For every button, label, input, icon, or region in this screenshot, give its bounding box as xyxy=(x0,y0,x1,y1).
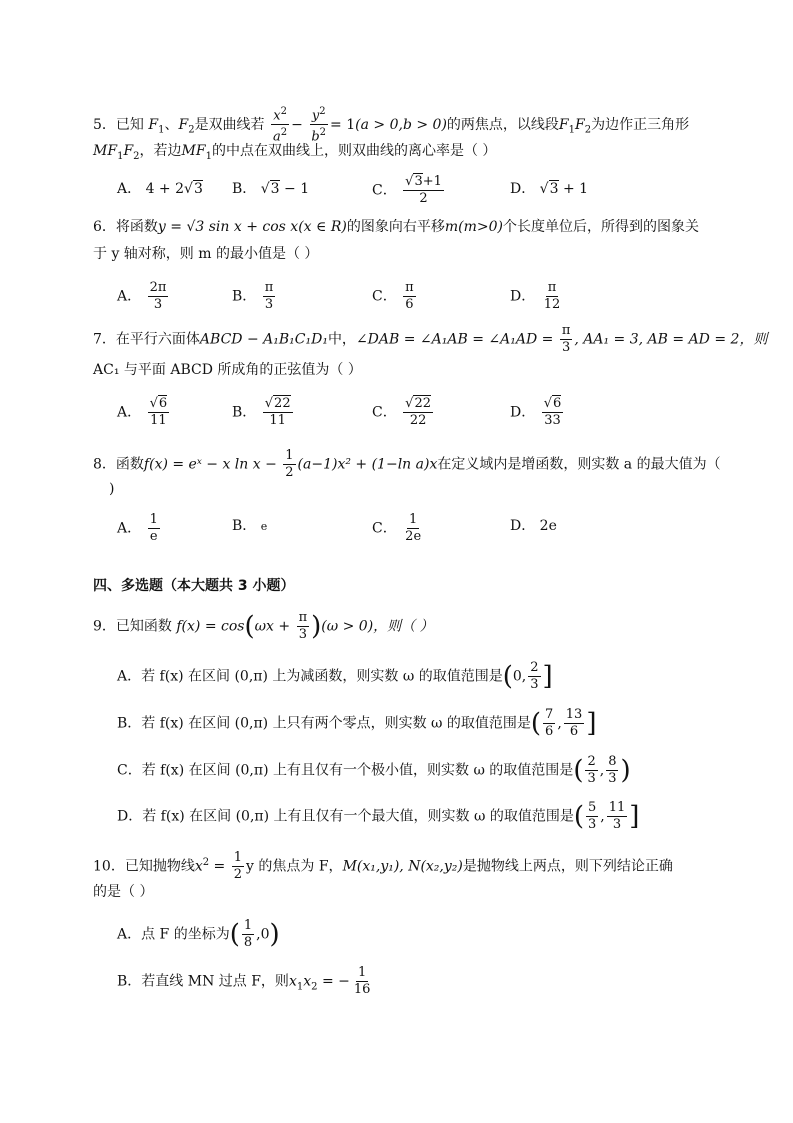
q10-line2 xyxy=(93,882,153,902)
q5-text: 的两焦点，以线段 xyxy=(446,116,559,133)
q10-option-b: B．若直线 MN 过点 F，则$x_1x_2$ = − $\frac{1}{16}$ xyxy=(117,965,371,997)
q8-option-d: D． 2e xyxy=(510,518,557,534)
q8-line2 xyxy=(109,479,114,499)
q5-text: 5．已知 xyxy=(93,116,144,133)
q9-function: f(x) = cos xyxy=(176,618,245,635)
q9-option-c: C．若 f(x) 在区间 (0,π) 上有且仅有一个极小值，则实数 ω 的取值范围是( $\frac{2}{3}$ , $\frac{8}{3}$ ) xyxy=(117,754,631,786)
q9-line1: 9．已知函数 f(x) = cos(ωx + $\frac{\pi}{3}$ )(ω > 0)，则（ ） xyxy=(93,610,434,642)
option-label: C． xyxy=(372,520,397,537)
q8-line1 xyxy=(93,448,721,481)
q6-text: 6．将函数 xyxy=(93,219,158,235)
q10-line1: 10．已知抛物线$x^2$ = $\frac{1}{2}$ y 的焦点为 F，M(x₁,y₁), N(x₂,y₂)是抛物线上两点，则下列结论正确 xyxy=(93,850,673,882)
q6-option-a: A． $\frac{2\pi}{3}$ xyxy=(117,280,167,312)
q5-text: 为边作正三角形 xyxy=(591,116,690,133)
q10-text: 10．已知抛物线 xyxy=(93,858,195,875)
q10-points: M(x₁,y₁), N(x₂,y₂) xyxy=(342,858,463,875)
q8-function: f(x) = eˣ − x ln x − xyxy=(143,456,277,473)
q7-angle: ∠DAB = ∠A₁AB = ∠A₁AD = xyxy=(355,331,554,348)
q6-line2 xyxy=(93,244,318,264)
q8-option-c: C． $\frac{1}{2e}$ xyxy=(372,512,422,544)
q7-option-c: C． $\frac{√22}{22}$ xyxy=(372,396,432,428)
q6-text: 的图象向右平移 xyxy=(346,219,445,235)
option-label: C． xyxy=(372,182,397,199)
q5-line2: $MF_1F_2$，若边$MF_1$的中点在双曲线上，则双曲线的离心率是（ ） xyxy=(93,143,497,162)
q10-option-text: A．点 F 的坐标为 xyxy=(117,926,230,943)
option-label: A． xyxy=(117,288,142,305)
q8-option-a: A． $\frac{1}{e}$ xyxy=(117,512,158,544)
option-label: A． xyxy=(117,404,142,421)
q7-text: 中， xyxy=(327,331,356,348)
q8-option-b: B． e xyxy=(232,518,268,534)
q9-condition: (ω > 0)，则（ ） xyxy=(321,618,434,635)
q6-line1 xyxy=(93,217,699,237)
fraction: $\frac{\pi}{3}$ xyxy=(561,323,571,355)
q6-option-b: B． $\frac{\pi}{3}$ xyxy=(232,280,274,312)
q10-option-a: A．点 F 的坐标为( $\frac{1}{8}$ ,0) xyxy=(117,918,280,950)
q7-line2 xyxy=(93,360,362,380)
q5-text: 的中点在双曲线上，则双曲线的离心率是（ ） xyxy=(211,143,497,159)
q5-option-b: B． √3 − 1 xyxy=(232,181,310,197)
q7-text: 7．在平行六面体 xyxy=(93,331,200,348)
q5-text: ，若边 xyxy=(139,143,182,159)
fraction: $\frac{1}{2}$ xyxy=(233,850,243,882)
option-label: D． xyxy=(510,288,536,305)
q9-option-text: D．若 f(x) 在区间 (0,π) 上有且仅有一个最大值，则实数 ω 的取值范围是 xyxy=(117,808,574,825)
q8-text: ) xyxy=(109,481,115,497)
q7-solid: ABCD − A₁B₁C₁D₁ xyxy=(199,331,328,348)
option-label: B． xyxy=(232,181,257,197)
q7-text: , AA₁ = 3, AB = AD = 2，则 xyxy=(574,331,768,348)
fraction: $\frac{x^2}{a^2}$ xyxy=(273,106,288,145)
q6-text: 个长度单位后，所得到的图象关 xyxy=(502,219,699,235)
option-label: B． xyxy=(232,404,257,421)
option-label: A． xyxy=(117,520,142,537)
fraction: $\frac{y^2}{b^2}$ xyxy=(311,106,327,145)
option-label: D． xyxy=(510,404,536,421)
q10-option-text: B．若直线 MN 过点 F，则 xyxy=(117,973,289,990)
q6-text: 于 y 轴对称，则 m 的最小值是（ ） xyxy=(93,246,319,262)
fraction: $\frac{1}{2}$ xyxy=(285,448,294,480)
q5-option-c: C． $\frac{√3+1}{2}$ xyxy=(372,174,442,206)
q5-option-d: D． √3 + 1 xyxy=(510,181,589,197)
option-label: D． xyxy=(510,181,536,197)
option-label: B． xyxy=(232,288,257,305)
q8-text: 在定义域内是增函数，则实数 a 的最大值为（ xyxy=(437,456,721,473)
q7-option-d: D． $\frac{√6}{33}$ xyxy=(510,396,562,428)
q6-option-d: D． $\frac{\pi}{12}$ xyxy=(510,280,561,312)
q9-text: 9．已知函数 xyxy=(93,618,172,635)
section-heading: 四、多选题（本大题共 3 小题） xyxy=(93,578,295,594)
q10-text: y 的焦点为 F， xyxy=(246,858,343,875)
q5-option-a: A． 4 + 2√3 xyxy=(117,181,203,197)
q6-option-c: C． $\frac{\pi}{6}$ xyxy=(372,280,414,312)
q9-option-text: B．若 f(x) 在区间 (0,π) 上只有两个零点，则实数 ω 的取值范围是 xyxy=(117,715,531,732)
q6-function: y = √3 sin x + cos x(x ∈ R) xyxy=(157,219,347,235)
option-label: C． xyxy=(372,404,397,421)
option-label: D． xyxy=(510,518,536,534)
q7-line1 xyxy=(93,323,767,356)
q5-line1: 5．已知 $F_1$、$F_2$是双曲线若 $\frac{x^2}{a^2}$ − $\frac{y^2}{b^2}$ = 1(a > 0,b > 0)的两焦点，以线段$F_1F_2$为边作正三角形 xyxy=(93,106,690,145)
q10-text: 的是（ ） xyxy=(93,884,154,900)
q9-option-a: A．若 f(x) 在区间 (0,π) 上为减函数，则实数 ω 的取值范围是(0, $\frac{2}{3}$ ] xyxy=(117,660,553,692)
option-label: C． xyxy=(372,288,397,305)
option-label: B． xyxy=(232,518,257,534)
q9-option-text: A．若 f(x) 在区间 (0,π) 上为减函数，则实数 ω 的取值范围是 xyxy=(117,668,503,685)
fraction: $\frac{\pi}{3}$ xyxy=(298,610,308,642)
q5-condition: (a > 0,b > 0) xyxy=(355,116,447,133)
q9-option-d: D．若 f(x) 在区间 (0,π) 上有且仅有一个最大值，则实数 ω 的取值范围是( $\frac{5}{3}$ , $\frac{11}{3}$ ] xyxy=(117,800,640,832)
q5-text: 是双曲线若 xyxy=(194,116,265,133)
q6-m: m(m>0) xyxy=(444,219,503,235)
q9-option-b: B．若 f(x) 在区间 (0,π) 上只有两个零点，则实数 ω 的取值范围是( $\frac{7}{6}$ , $\frac{13}{6}$ ] xyxy=(117,707,597,739)
q8-function: (a−1)x² + (1−ln a)x xyxy=(297,456,438,473)
q7-option-a: A． $\frac{√6}{11}$ xyxy=(117,396,168,428)
option-label: A． xyxy=(117,181,142,197)
q8-text: 8．函数 xyxy=(93,456,144,473)
q10-text: 是抛物线上两点，则下列结论正确 xyxy=(462,858,673,875)
q7-text: AC₁ 与平面 ABCD 所成角的正弦值为（ ） xyxy=(93,362,362,378)
q9-option-text: C．若 f(x) 在区间 (0,π) 上有且仅有一个极小值，则实数 ω 的取值范围是 xyxy=(117,762,574,779)
q7-option-b: B． $\frac{√22}{11}$ xyxy=(232,396,291,428)
